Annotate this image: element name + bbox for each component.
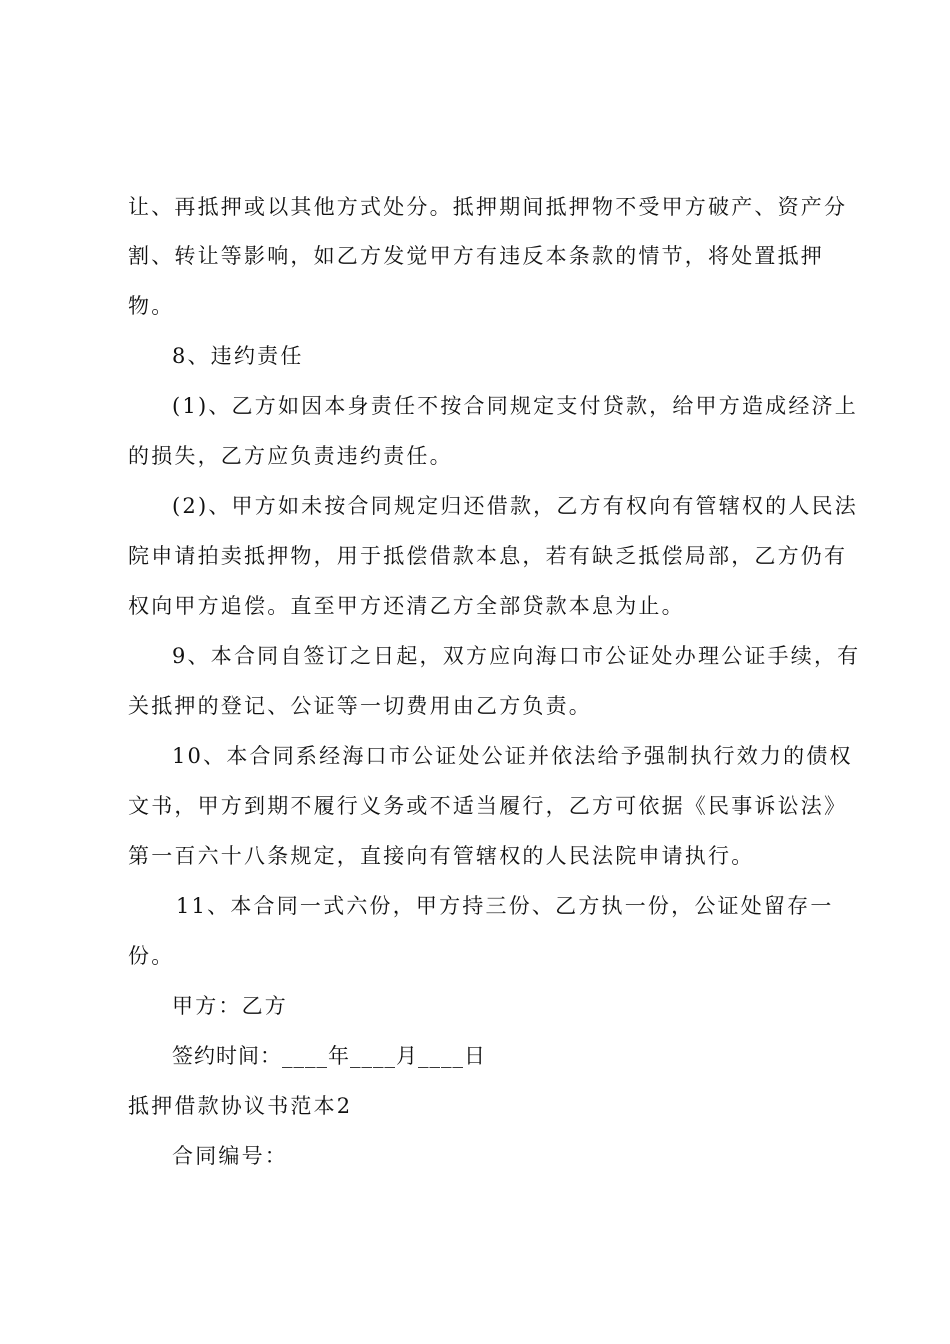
party-signatures: 甲方：乙方 xyxy=(172,994,288,1018)
section-10-line-1: 10、本合同系经海口市公证处公证并依法给予强制执行效力的债权 xyxy=(172,744,853,768)
paragraph-7-line-3: 物。 xyxy=(128,294,175,318)
section-9-line-2: 关抵押的登记、公证等一切费用由乙方负责。 xyxy=(128,694,592,718)
signing-date: 签约时间：____年____月____日 xyxy=(172,1044,486,1068)
clause-8-2-line-1: (2)、甲方如未按合同规定归还借款，乙方有权向有管辖权的人民法 xyxy=(172,494,858,518)
contract-number-label: 合同编号： xyxy=(172,1144,288,1168)
section-10-line-2: 文书，甲方到期不履行义务或不适当履行，乙方可依据《民事诉讼法》 xyxy=(128,794,848,818)
template-title: 抵押借款协议书范本2 xyxy=(128,1094,353,1118)
clause-8-2-line-2: 院申请拍卖抵押物，用于抵偿借款本息，若有缺乏抵偿局部，乙方仍有 xyxy=(128,544,848,568)
paragraph-7-line-1: 让、再抵押或以其他方式处分。抵押期间抵押物不受甲方破产、资产分 xyxy=(128,195,848,219)
section-10-line-3: 第一百六十八条规定，直接向有管辖权的人民法院申请执行。 xyxy=(128,844,755,868)
section-8-heading: 8、违约责任 xyxy=(172,344,304,368)
section-9-line-1: 9、本合同自签订之日起，双方应向海口市公证处办理公证手续，有 xyxy=(172,644,861,668)
clause-8-1-line-2: 的损失，乙方应负责违约责任。 xyxy=(128,444,453,468)
clause-8-2-line-3: 权向甲方追偿。直至甲方还清乙方全部贷款本息为止。 xyxy=(128,594,685,618)
paragraph-7-line-2: 割、转让等影响，如乙方发觉甲方有违反本条款的情节，将处置抵押 xyxy=(128,244,824,268)
clause-8-1-line-1: (1)、乙方如因本身责任不按合同规定支付贷款，给甲方造成经济上 xyxy=(172,394,858,418)
section-11-line-2: 份。 xyxy=(128,944,175,968)
section-11-line-1: 11、本合同一式六份，甲方持三份、乙方执一份，公证处留存一 xyxy=(176,894,834,918)
